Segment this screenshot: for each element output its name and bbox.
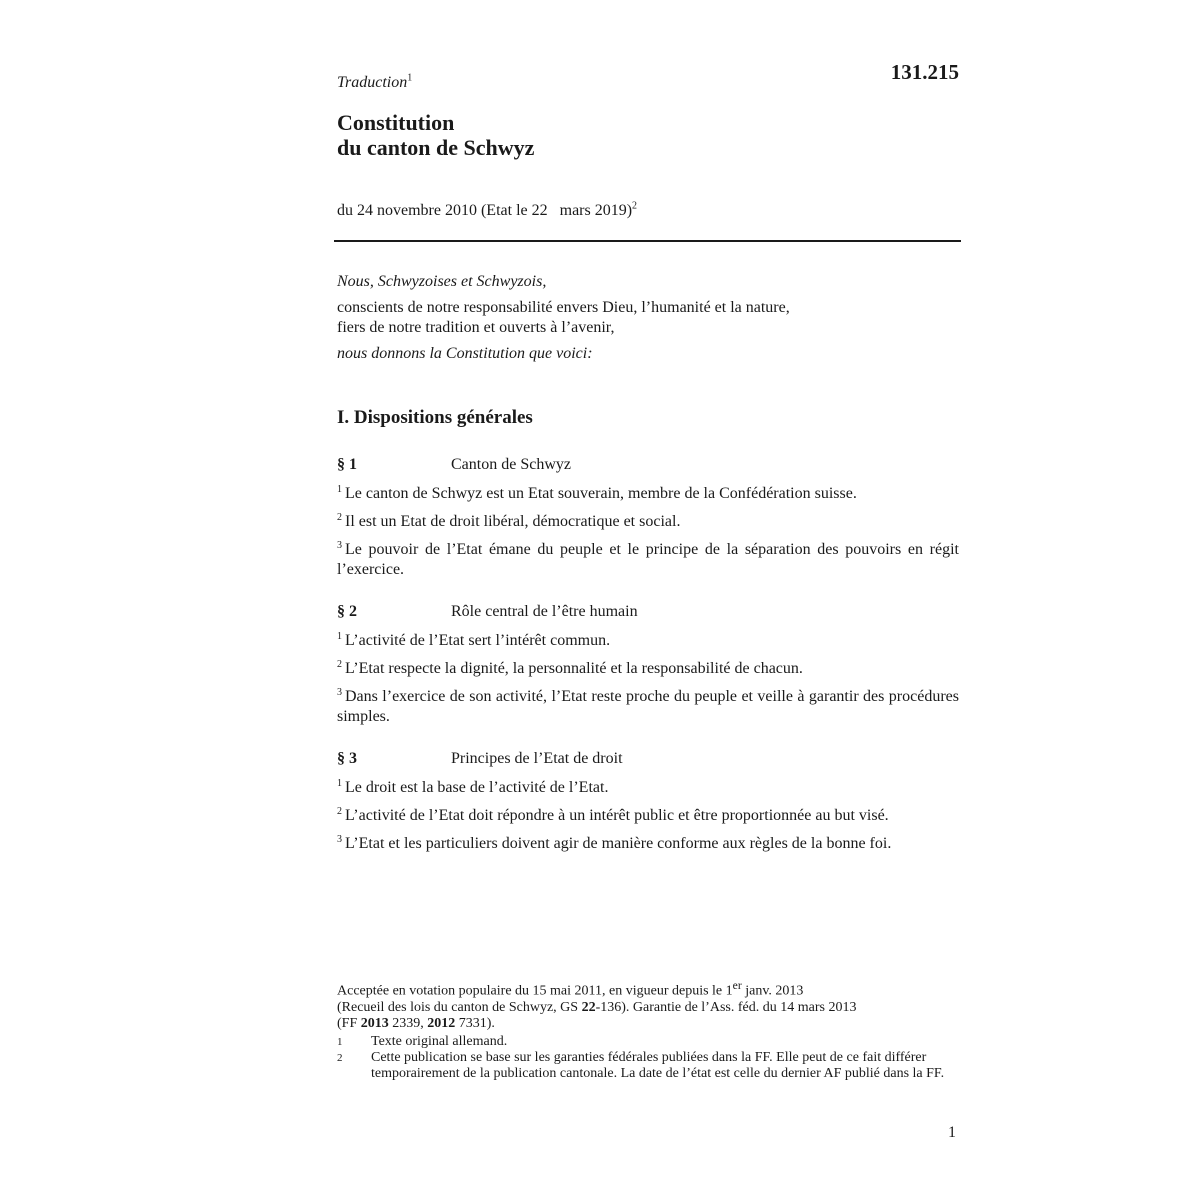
article-number: § 1 <box>337 456 357 473</box>
article-header <box>337 750 959 772</box>
preamble <box>337 272 959 364</box>
paragraph-text: L’Etat respecte la dignité, la personnalité et la responsabilité de chacun. <box>345 660 803 677</box>
paragraph-number: 3 <box>337 833 342 845</box>
paragraph-number: 1 <box>337 483 342 495</box>
translation-label <box>337 74 412 92</box>
paragraph <box>337 687 959 727</box>
paragraph <box>337 834 959 854</box>
article-2 <box>337 603 959 727</box>
paragraph <box>337 540 959 580</box>
document-title <box>337 110 534 160</box>
article-1 <box>337 456 959 580</box>
paragraph-text: L’activité de l’Etat sert l’intérêt commun. <box>345 632 611 649</box>
paragraph-number: 1 <box>337 777 342 789</box>
paragraph <box>337 631 959 651</box>
gs-volume: 22 <box>581 999 596 1015</box>
acceptance-note <box>337 978 959 1032</box>
title-line-2: du canton de Schwyz <box>337 135 535 160</box>
footnote-1 <box>337 1034 959 1050</box>
acceptance-text: janv. 2013 <box>741 983 804 999</box>
preamble-line-2: fiers de notre tradition et ouverts à l’avenir, <box>337 319 615 336</box>
paragraph-number: 2 <box>337 658 342 670</box>
footnote-text: Texte original allemand. <box>371 1033 508 1049</box>
page-number: 1 <box>948 1124 956 1141</box>
article-number: § 2 <box>337 603 357 620</box>
acceptance-text: (FF <box>337 1015 361 1031</box>
ff-year: 2013 <box>360 1015 389 1031</box>
footnote-text: Cette publication se base sur les garanties fédérales publiées dans la FF. Elle peut de ce fait différer temporairement de la publication cantonale. La date de l’état est celle du dernier AF publié dans la FF. <box>371 1049 945 1081</box>
ff-year: 2012 <box>427 1015 456 1031</box>
header-divider <box>334 240 961 242</box>
paragraph-text: Il est un Etat de droit libéral, démocratique et social. <box>345 513 681 530</box>
footnote-ref-1: 1 <box>407 72 413 84</box>
paragraph-number: 2 <box>337 805 342 817</box>
paragraph <box>337 778 959 798</box>
paragraph-number: 1 <box>337 630 342 642</box>
section-heading: I. Dispositions générales <box>337 407 533 428</box>
paragraph <box>337 512 959 532</box>
preamble-closing: nous donnons la Constitution que voici: <box>337 345 593 362</box>
article-number: § 3 <box>337 750 357 767</box>
acceptance-text: (Recueil des lois du canton de Schwyz, GS <box>337 999 582 1015</box>
systematic-number: 131.215 <box>890 60 959 84</box>
paragraph <box>337 484 959 504</box>
footnote-number: 1 <box>337 1035 343 1048</box>
paragraph-text: L’activité de l’Etat doit répondre à un intérêt public et être proportionnée au but visé. <box>345 807 889 824</box>
acceptance-text: 7331). <box>455 1015 495 1031</box>
article-3 <box>337 750 959 854</box>
article-title: Principes de l’Etat de droit <box>451 750 623 767</box>
paragraph-number: 3 <box>337 539 342 551</box>
preamble-line-1: conscients de notre responsabilité envers Dieu, l’humanité et la nature, <box>337 299 790 316</box>
footnote-ref-2: 2 <box>632 200 638 212</box>
paragraph-text: Le canton de Schwyz est un Etat souverain, membre de la Confédération suisse. <box>345 485 857 502</box>
title-line-1: Constitution <box>337 110 455 135</box>
articles <box>337 456 959 877</box>
ordinal-suffix: er <box>732 979 742 992</box>
paragraph-text: L’Etat et les particuliers doivent agir de manière conforme aux règles de la bonne foi. <box>345 835 892 852</box>
paragraph-text: Le pouvoir de l’Etat émane du peuple et le principe de la séparation des pouvoirs en régit l’exercice. <box>337 541 959 578</box>
footnote-number: 2 <box>337 1051 343 1064</box>
paragraph-text: Dans l’exercice de son activité, l’Etat reste proche du peuple et veille à garantir des procédures simples. <box>337 688 959 725</box>
preamble-opening: Nous, Schwyzoises et Schwyzois, <box>337 273 547 290</box>
acceptance-text: Acceptée en votation populaire du 15 mai 2011, en vigueur depuis le 1 <box>337 983 733 999</box>
paragraph-text: Le droit est la base de l’activité de l’Etat. <box>345 779 609 796</box>
article-header <box>337 603 959 625</box>
translation-label-text: Traduction <box>337 74 408 91</box>
footnote-2 <box>337 1050 959 1082</box>
paragraph-number: 2 <box>337 511 342 523</box>
article-title: Canton de Schwyz <box>451 456 571 473</box>
date-text: du 24 novembre 2010 (Etat le 22 mars 2019) <box>337 202 633 219</box>
document-date <box>337 202 637 220</box>
acceptance-text: -136). Garantie de l’Ass. féd. du 14 mars 2013 <box>595 999 857 1015</box>
document-page <box>337 0 959 1200</box>
paragraph-number: 3 <box>337 686 342 698</box>
acceptance-text: 2339, <box>388 1015 428 1031</box>
footnotes <box>337 978 959 1082</box>
article-header <box>337 456 959 478</box>
paragraph <box>337 659 959 679</box>
paragraph <box>337 806 959 826</box>
article-title: Rôle central de l’être humain <box>451 603 638 620</box>
